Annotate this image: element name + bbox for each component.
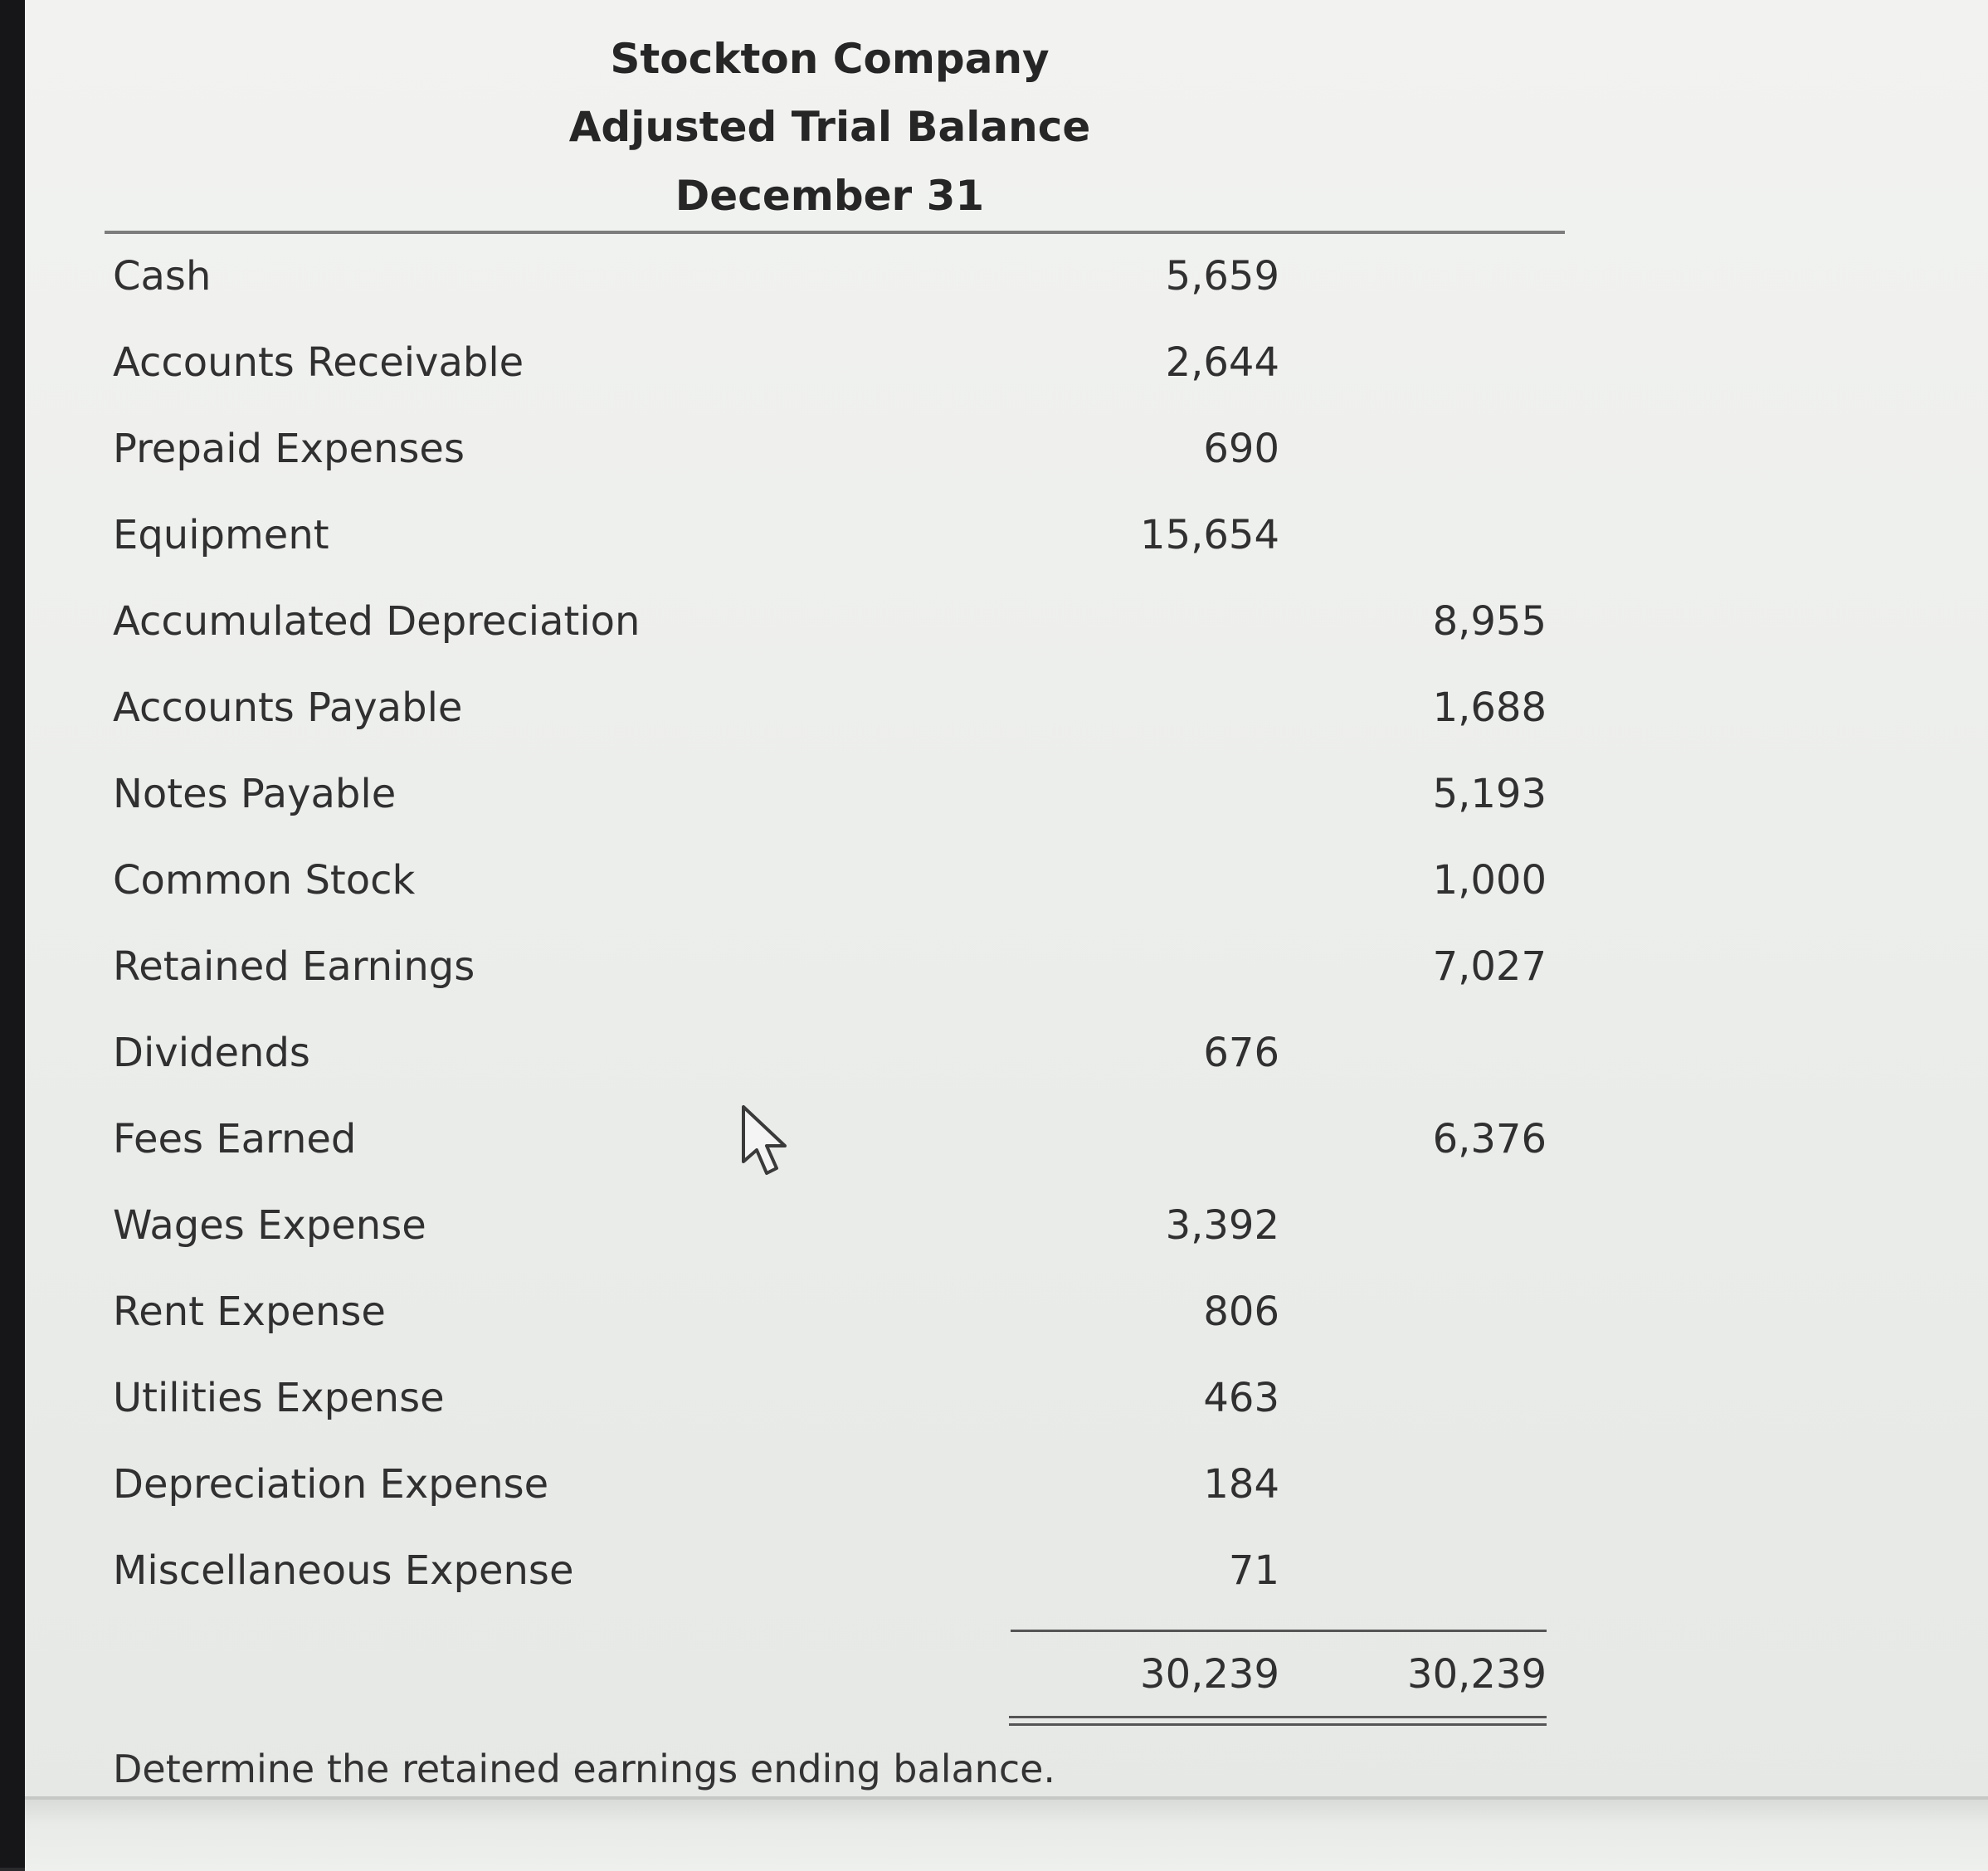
credit-amount: 1,688 bbox=[1432, 685, 1547, 731]
double-underline bbox=[1009, 1716, 1547, 1726]
debit-amount: 690 bbox=[1203, 426, 1279, 472]
account-name: Cash bbox=[113, 253, 212, 300]
table-row bbox=[0, 857, 1988, 915]
table-row bbox=[0, 598, 1988, 656]
credit-amount: 6,376 bbox=[1432, 1116, 1547, 1162]
table-row bbox=[0, 1289, 1988, 1347]
account-name: Miscellaneous Expense bbox=[113, 1547, 574, 1594]
table-row bbox=[0, 685, 1988, 743]
bottom-panel bbox=[25, 1796, 1988, 1871]
debit-amount: 463 bbox=[1203, 1375, 1279, 1421]
account-name: Rent Expense bbox=[113, 1289, 386, 1335]
debit-amount: 676 bbox=[1203, 1030, 1279, 1076]
table-row bbox=[0, 1461, 1988, 1519]
debit-amount: 5,659 bbox=[1165, 253, 1279, 300]
account-name: Equipment bbox=[113, 512, 329, 558]
credit-amount: 1,000 bbox=[1432, 857, 1547, 904]
table-row bbox=[0, 426, 1988, 484]
debit-amount: 184 bbox=[1203, 1461, 1279, 1508]
account-name: Retained Earnings bbox=[113, 943, 475, 990]
account-name: Wages Expense bbox=[113, 1202, 426, 1249]
table-row bbox=[0, 1030, 1988, 1088]
totals-row bbox=[0, 1651, 1988, 1709]
debit-amount: 3,392 bbox=[1165, 1202, 1279, 1249]
mouse-pointer-icon bbox=[738, 1104, 797, 1178]
account-name: Notes Payable bbox=[113, 771, 397, 817]
company-name: Stockton Company bbox=[610, 35, 1050, 83]
table-row bbox=[0, 1375, 1988, 1433]
table-row bbox=[0, 1116, 1988, 1174]
account-name: Accounts Payable bbox=[113, 685, 463, 731]
debit-amount: 806 bbox=[1203, 1289, 1279, 1335]
report-title: Adjusted Trial Balance bbox=[568, 103, 1091, 151]
header-divider bbox=[105, 231, 1565, 234]
table-row bbox=[0, 771, 1988, 829]
account-name: Depreciation Expense bbox=[113, 1461, 549, 1508]
table-row bbox=[0, 1202, 1988, 1260]
account-name: Dividends bbox=[113, 1030, 310, 1076]
credit-amount: 5,193 bbox=[1432, 771, 1547, 817]
table-row bbox=[0, 943, 1988, 1001]
debit-amount: 2,644 bbox=[1165, 339, 1279, 386]
credit-amount: 8,955 bbox=[1432, 598, 1547, 645]
account-name: Fees Earned bbox=[113, 1116, 357, 1162]
total-credit: 30,239 bbox=[1407, 1651, 1547, 1698]
debit-amount: 71 bbox=[1228, 1547, 1279, 1594]
sum-underline bbox=[1011, 1630, 1547, 1632]
total-debit: 30,239 bbox=[1140, 1651, 1279, 1698]
table-row bbox=[0, 1547, 1988, 1605]
credit-amount: 7,027 bbox=[1432, 943, 1547, 990]
question-prompt: Determine the retained earnings ending balance. bbox=[113, 1747, 1056, 1791]
table-row bbox=[0, 339, 1988, 397]
account-name: Accumulated Depreciation bbox=[113, 598, 641, 645]
table-row bbox=[0, 512, 1988, 570]
account-name: Common Stock bbox=[113, 857, 416, 904]
account-name: Utilities Expense bbox=[113, 1375, 445, 1421]
account-name: Prepaid Expenses bbox=[113, 426, 465, 472]
table-row bbox=[0, 253, 1988, 311]
debit-amount: 15,654 bbox=[1140, 512, 1279, 558]
report-date: December 31 bbox=[675, 172, 985, 220]
account-name: Accounts Receivable bbox=[113, 339, 524, 386]
